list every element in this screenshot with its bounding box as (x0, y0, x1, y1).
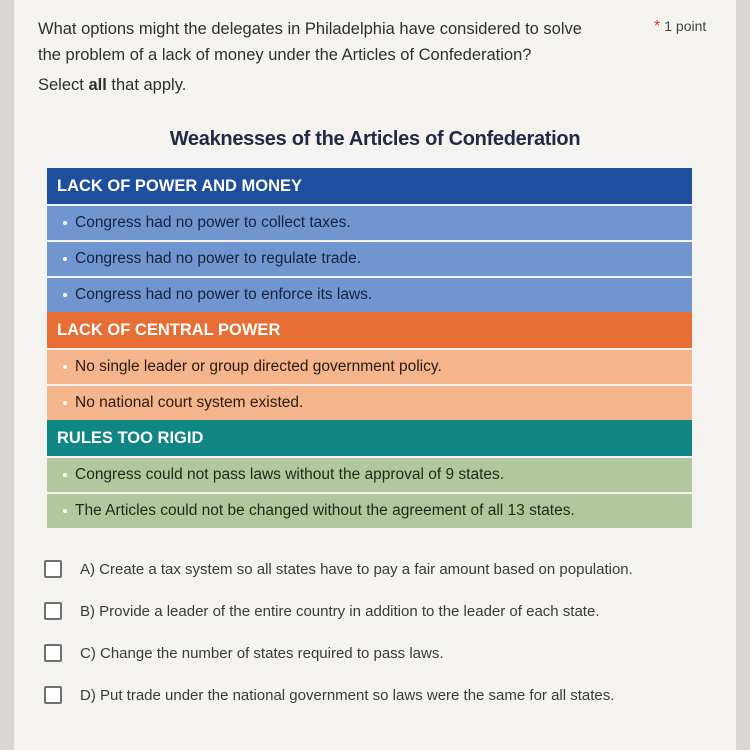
section-header-central-power: LACK OF CENTRAL POWER (47, 312, 692, 348)
table-row (47, 492, 692, 528)
table-row (47, 456, 692, 492)
question-line-1: What options might the delegates in Philadelphia have considered to solve (38, 20, 582, 38)
table-row (47, 204, 692, 240)
option-c[interactable] (44, 644, 444, 662)
table-row (47, 348, 692, 384)
bullet-icon (63, 509, 67, 513)
table-row (47, 240, 692, 276)
row-text: The Articles could not be changed without the agreement of all 13 states. (75, 502, 575, 519)
row-text: No single leader or group directed government policy. (75, 358, 442, 375)
bullet-icon (63, 257, 67, 261)
bullet-icon (63, 293, 67, 297)
section-header-rules-rigid: RULES TOO RIGID (47, 420, 692, 456)
row-text: Congress had no power to collect taxes. (75, 214, 351, 231)
row-text: Congress could not pass laws without the approval of 9 states. (75, 466, 505, 483)
option-label: D) Put trade under the national government so laws were the same for all states. (80, 686, 615, 704)
bullet-icon (63, 221, 67, 225)
option-label: A) Create a tax system so all states have to pay a fair amount based on population. (80, 560, 633, 578)
option-d[interactable] (44, 686, 614, 704)
points-indicator (654, 18, 706, 36)
option-a[interactable] (44, 560, 633, 578)
row-text: Congress had no power to regulate trade. (75, 250, 362, 267)
bullet-icon (63, 473, 67, 477)
points-label: 1 point (664, 18, 707, 34)
option-label: C) Change the number of states required to pass laws. (80, 644, 444, 662)
checkbox[interactable] (44, 602, 62, 620)
bullet-icon (63, 365, 67, 369)
table-title: Weaknesses of the Articles of Confederation (169, 128, 581, 150)
row-text: Congress had no power to enforce its laws. (75, 286, 373, 303)
section-header-power-money: LACK OF POWER AND MONEY (47, 168, 692, 204)
required-asterisk: * (654, 18, 661, 35)
question-line-2: the problem of a lack of money under the Articles of Confederation? (38, 46, 532, 64)
instruction-suffix: that apply. (106, 76, 187, 94)
instruction-prefix: Select (38, 76, 89, 94)
option-label: B) Provide a leader of the entire country in addition to the leader of each state. (80, 602, 600, 620)
checkbox[interactable] (44, 644, 62, 662)
instruction-bold: all (88, 76, 107, 94)
row-text: No national court system existed. (75, 394, 304, 411)
weaknesses-table (47, 168, 692, 528)
question-instruction (38, 72, 638, 98)
table-row (47, 384, 692, 420)
checkbox[interactable] (44, 560, 62, 578)
bullet-icon (63, 401, 67, 405)
table-row (47, 276, 692, 312)
option-b[interactable] (44, 602, 600, 620)
question-text (38, 16, 638, 98)
checkbox[interactable] (44, 686, 62, 704)
